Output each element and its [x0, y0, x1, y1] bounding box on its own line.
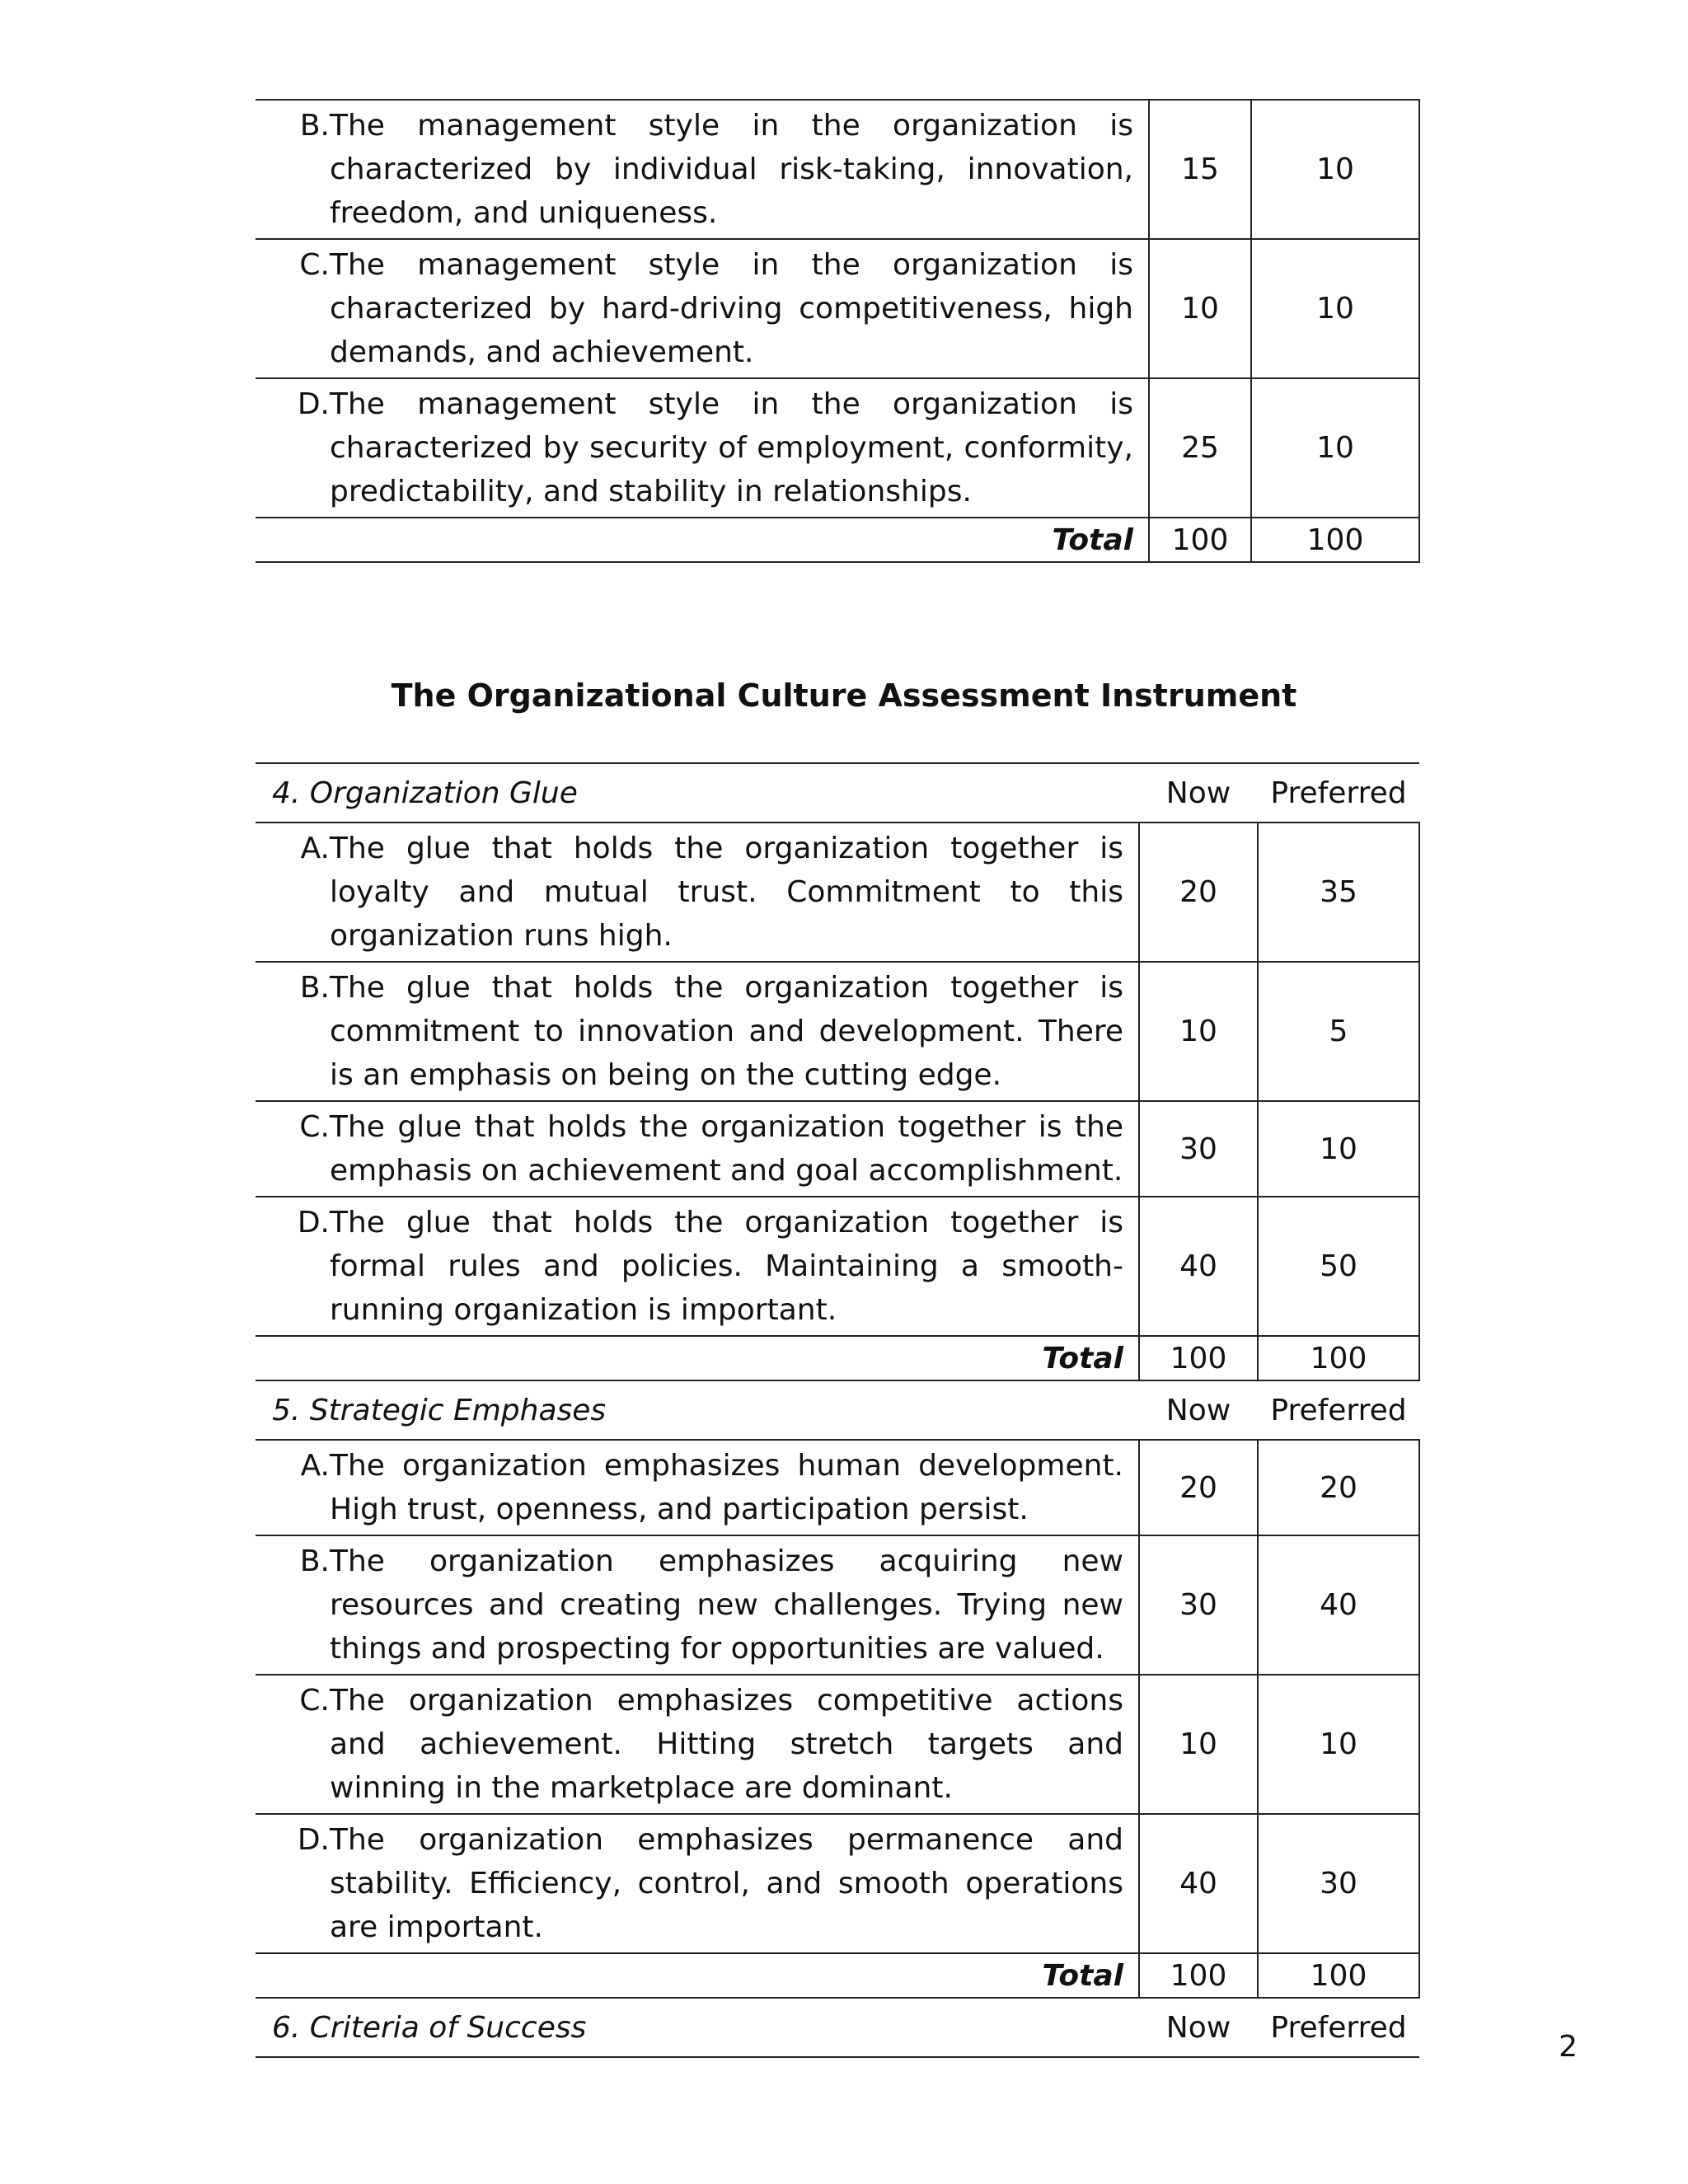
row-letter: B.	[299, 109, 330, 143]
row-letter: B.	[299, 971, 330, 1005]
preferred-value: 10	[1251, 239, 1419, 378]
now-value: 10	[1139, 962, 1258, 1101]
row-description	[256, 378, 1149, 518]
total-label: Total	[256, 1953, 1139, 1998]
table-row	[256, 823, 1419, 962]
now-column-header: Now	[1139, 763, 1258, 823]
preferred-value: 50	[1258, 1197, 1419, 1336]
table-row	[256, 1814, 1419, 1953]
row-text: The organization emphasizes acquiring new resources and creating new challenges. Trying new things and prospecting for opportunities are valued.	[330, 1544, 1123, 1666]
page-number: 2	[1559, 2030, 1578, 2064]
row-description	[256, 823, 1139, 962]
total-preferred: 100	[1258, 1953, 1419, 1998]
row-text: The glue that holds the organization together is the emphasis on achievement and goal accomplishment.	[330, 1110, 1123, 1188]
table-row	[256, 1535, 1419, 1675]
row-description	[256, 1675, 1139, 1814]
culture-assessment-table	[256, 762, 1420, 2058]
row-letter: D.	[297, 1206, 330, 1240]
now-value: 30	[1139, 1101, 1258, 1197]
management-style-table	[256, 99, 1420, 563]
total-label: Total	[256, 518, 1149, 562]
row-letter: C.	[299, 1110, 330, 1144]
table-row	[256, 100, 1419, 239]
row-text: The management style in the organization is characterized by security of employment, conformity, predictability, and stability in relationships.	[330, 387, 1133, 509]
section-title: 4. Organization Glue	[256, 763, 1139, 823]
row-description	[256, 1814, 1139, 1953]
preferred-column-header: Preferred	[1258, 1380, 1419, 1440]
row-description	[256, 100, 1149, 239]
total-row	[256, 518, 1419, 562]
preferred-value: 10	[1258, 1675, 1419, 1814]
total-preferred: 100	[1251, 518, 1419, 562]
row-letter: A.	[300, 1449, 330, 1483]
now-value: 40	[1139, 1814, 1258, 1953]
row-text: The management style in the organization is characterized by individual risk-taking, innovation, freedom, and uniqueness.	[330, 109, 1133, 230]
preferred-column-header: Preferred	[1258, 1998, 1419, 2057]
preferred-value: 40	[1258, 1535, 1419, 1675]
row-text: The management style in the organization is characterized by hard-driving competitiveness, high demands, and achievement.	[330, 248, 1133, 369]
row-description	[256, 962, 1139, 1101]
table-row	[256, 1675, 1419, 1814]
total-row	[256, 1953, 1419, 1998]
table-row	[256, 962, 1419, 1101]
table-row	[256, 378, 1419, 518]
row-text: The glue that holds the organization together is loyalty and mutual trust. Commitment to this organization runs high.	[330, 832, 1123, 953]
total-row	[256, 1336, 1419, 1380]
total-now: 100	[1139, 1336, 1258, 1380]
row-letter: C.	[299, 1684, 330, 1718]
section-title: 5. Strategic Emphases	[256, 1380, 1139, 1440]
now-value: 25	[1149, 378, 1251, 518]
table-row	[256, 1197, 1419, 1336]
section-header-criteria-of-success	[256, 1998, 1419, 2057]
preferred-column-header: Preferred	[1258, 763, 1419, 823]
preferred-value: 20	[1258, 1440, 1419, 1535]
total-now: 100	[1139, 1953, 1258, 1998]
now-value: 20	[1139, 1440, 1258, 1535]
now-column-header: Now	[1139, 1998, 1258, 2057]
now-value: 40	[1139, 1197, 1258, 1336]
now-value: 10	[1149, 239, 1251, 378]
table-row	[256, 239, 1419, 378]
total-preferred: 100	[1258, 1336, 1419, 1380]
preferred-value: 30	[1258, 1814, 1419, 1953]
now-value: 20	[1139, 823, 1258, 962]
section-title: 6. Criteria of Success	[256, 1998, 1139, 2057]
section-header-organization-glue	[256, 763, 1419, 823]
row-text: The glue that holds the organization together is formal rules and policies. Maintaining a smooth-running organization is important.	[330, 1206, 1123, 1327]
row-description	[256, 1101, 1139, 1197]
now-value: 10	[1139, 1675, 1258, 1814]
row-text: The organization emphasizes competitive actions and achievement. Hitting stretch targets and winning in the marketplace are dominant.	[330, 1684, 1123, 1805]
row-description	[256, 1440, 1139, 1535]
row-text: The glue that holds the organization together is commitment to innovation and development. There is an emphasis on being on the cutting edge.	[330, 971, 1123, 1092]
table-row	[256, 1101, 1419, 1197]
preferred-value: 35	[1258, 823, 1419, 962]
preferred-value: 10	[1251, 100, 1419, 239]
row-letter: A.	[300, 832, 330, 865]
row-letter: D.	[297, 387, 330, 421]
row-letter: B.	[299, 1544, 330, 1578]
total-label: Total	[256, 1336, 1139, 1380]
row-description	[256, 1535, 1139, 1675]
row-letter: D.	[297, 1823, 330, 1857]
now-value: 30	[1139, 1535, 1258, 1675]
row-text: The organization emphasizes human development. High trust, openness, and participation persist.	[330, 1449, 1123, 1526]
preferred-value: 5	[1258, 962, 1419, 1101]
total-now: 100	[1149, 518, 1251, 562]
page-title: The Organizational Culture Assessment Instrument	[391, 677, 1297, 714]
now-column-header: Now	[1139, 1380, 1258, 1440]
section-header-strategic-emphases	[256, 1380, 1419, 1440]
row-description	[256, 1197, 1139, 1336]
now-value: 15	[1149, 100, 1251, 239]
preferred-value: 10	[1258, 1101, 1419, 1197]
row-text: The organization emphasizes permanence and stability. Efficiency, control, and smooth operations are important.	[330, 1823, 1123, 1944]
row-description	[256, 239, 1149, 378]
preferred-value: 10	[1251, 378, 1419, 518]
row-letter: C.	[299, 248, 330, 282]
table-row	[256, 1440, 1419, 1535]
